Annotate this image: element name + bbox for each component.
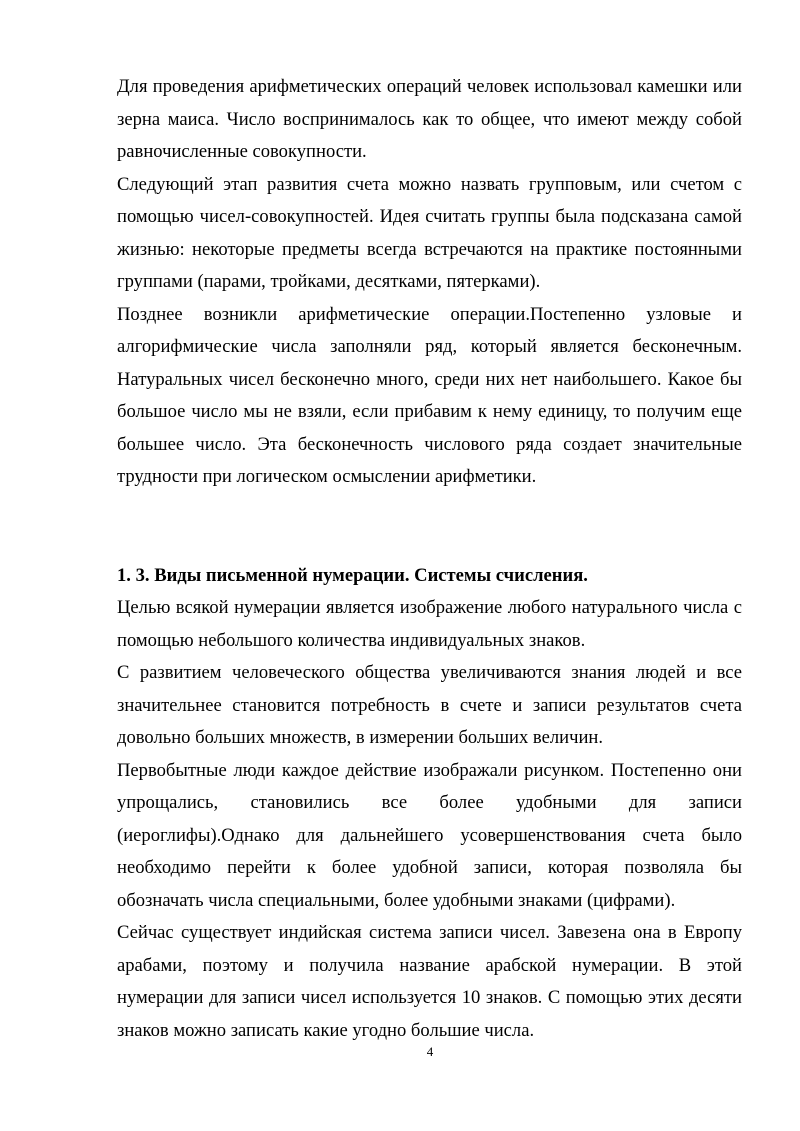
paragraph: Сейчас существует индийская система записи чисел. Завезена она в Европу арабами, поэтому и получила название арабской нумерации. В этой нумерации для записи чисел используется 10 знаков. С помощью этих десяти знаков можно записать какие угодно большие числа. bbox=[117, 922, 742, 1041]
page-number: 4 bbox=[426, 1044, 434, 1059]
paragraph: Для проведения арифметических операций человек использовал камешки или зерна маиса. Число воспринималось как то общее, что имеют между собой равночисленные совокупности. bbox=[117, 76, 742, 162]
text-block-numeration bbox=[117, 592, 742, 1047]
paragraph: Следующий этап развития счета можно назвать групповым, или счетом с помощью чисел-совокупностей. Идея считать группы была подсказана самой жизнью: некоторые предметы всегда встречаются на практике постоянными группами (парами, тройками, десятками, пятерками). bbox=[117, 173, 742, 292]
paragraph: Первобытные люди каждое действие изображали рисунком. Постепенно они упрощались, становились все более удобными для записи (иероглифы).Однако для дальнейшего усовершенствования счета было необходимо перейти к более удобной записи, которая позволяла бы обозначать числа специальными, более удобными знаками (цифрами). bbox=[117, 759, 742, 911]
paragraph: Позднее возникли арифметические операции.Постепенно узловые и алгорифмические числа заполняли ряд, который является бесконечным. Натуральных чисел бесконечно много, среди них нет наибольшего. Какое бы большое число мы не взяли, если прибавим к нему единицу, то получим еще большее число. Эта бесконечность числового ряда создает значительные трудности при логическом осмыслении арифметики. bbox=[117, 303, 742, 487]
paragraph: Целью всякой нумерации является изображение любого натурального числа с помощью небольшого количества индивидуальных знаков. bbox=[117, 597, 742, 651]
section-heading: 1. 3. Виды письменной нумерации. Системы счисления. bbox=[117, 565, 588, 586]
paragraph: С развитием человеческого общества увеличиваются знания людей и все значительнее становится потребность в счете и записи результатов счета довольно больших множеств, в измерении больших величин. bbox=[117, 662, 742, 748]
text-block-intro bbox=[117, 71, 742, 494]
